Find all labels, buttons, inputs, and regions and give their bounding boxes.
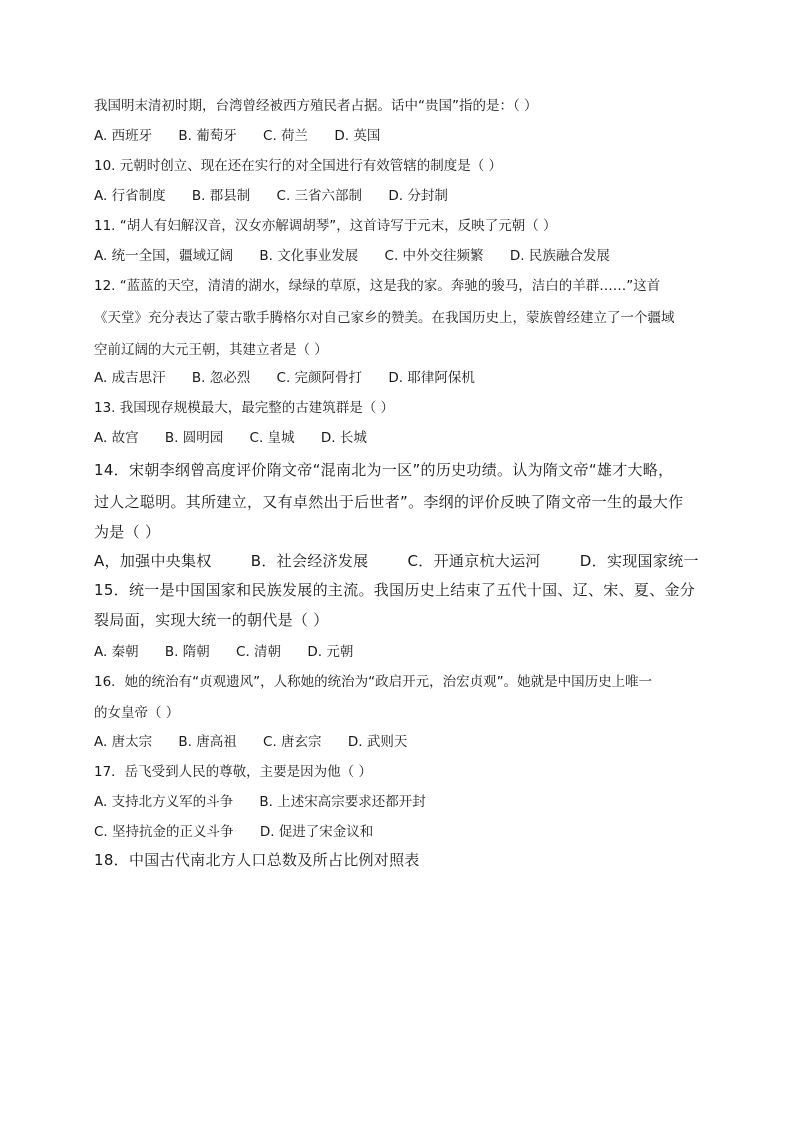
option-b: B. 文化事业发展 (259, 248, 359, 264)
option-d: D. 耶律阿保机 (388, 370, 475, 386)
option-b: B．社会经济发展 (250, 552, 369, 570)
question-10-options (94, 186, 470, 206)
option-c: C．开通京杭大运河 (407, 552, 541, 570)
question-14-text-line-1: 14．宋朝李纲曾高度评价隋文帝“混南北为一区”的历史功绩。认为隋文帝“雄才大略， (94, 461, 674, 479)
option-a: A. 唐太宗 (94, 734, 153, 750)
question-12-options (94, 368, 497, 388)
question-15-options (94, 642, 375, 662)
option-d: D. 武则天 (347, 734, 408, 750)
option-a: A. 成吉思汗 (94, 370, 166, 386)
option-c: C. 唐玄宗 (263, 734, 322, 750)
question-16-text-line-2: 的女皇帝（ ） (94, 705, 180, 721)
question-14-text-line-2: 过人之聪明。其所建立，又有卓然出于后世者”。李纲的评价反映了隋文帝一生的最大作 (94, 493, 684, 511)
question-10-text: 10. 元朝时创立、现在还在实行的对全国进行有效管辖的制度是（ ） (94, 158, 503, 174)
question-9-options (94, 126, 402, 146)
option-a: A. 西班牙 (94, 128, 153, 144)
question-14-text-line-3: 为是（ ） (94, 523, 161, 541)
option-d: D. 英国 (334, 128, 381, 144)
question-17-text: 17．岳飞受到人民的尊敬，主要是因为他（ ） (94, 764, 372, 780)
option-a: A. 统一全国，疆域辽阔 (94, 248, 234, 264)
option-c: C. 完颜阿骨打 (276, 370, 363, 386)
question-13-options (94, 428, 389, 448)
question-12-text-line-3: 空前辽阔的大元王朝，其建立者是（ ） (94, 342, 328, 358)
option-a: A. 行省制度 (94, 188, 166, 204)
question-17-options-row-1 (94, 792, 448, 812)
option-a: A. 支持北方义军的斗争 (94, 794, 234, 810)
question-15-text-line-2: 裂局面，实现大统一的朝代是（ ） (94, 611, 329, 629)
question-18-text: 18．中国古代南北方人口总数及所占比例对照表 (94, 851, 420, 869)
option-a: A. 秦朝 (94, 644, 139, 660)
question-9-text: 我国明末清初时期，台湾曾经被西方殖民者占据。话中“贵国”指的是：（ ） (94, 98, 538, 114)
option-c: C. 清朝 (236, 644, 282, 660)
question-16-text-line-1: 16．她的统治有“贞观遗风”，人称她的统治为“政启开元，治宏贞观”。她就是中国历史上唯一 (94, 674, 653, 690)
option-c: C. 皇城 (249, 430, 295, 446)
option-b: B. 圆明园 (164, 430, 224, 446)
option-d: D. 分封制 (388, 188, 448, 204)
question-13-text: 13. 我国现存规模最大，最完整的古建筑群是（ ） (94, 400, 395, 416)
option-d: D. 民族融合发展 (509, 248, 610, 264)
question-15-text-line-1: 15．统一是中国国家和民族发展的主流。我国历史上结束了五代十国、辽、宋、夏、金分 (94, 581, 696, 599)
option-a: A. 故宫 (94, 430, 139, 446)
question-12-text-line-1: 12. “蓝蓝的天空，清清的湖水，绿绿的草原，这是我的家。奔驰的骏马，洁白的羊群……”这首 (94, 278, 661, 294)
option-d: D. 元朝 (307, 644, 354, 660)
option-d: D. 长城 (320, 430, 367, 446)
option-b: B. 郡县制 (191, 188, 251, 204)
option-b: B. 唐高祖 (178, 734, 237, 750)
option-b: B. 隋朝 (164, 644, 210, 660)
option-c: C. 坚持抗金的正义斗争 (94, 824, 234, 840)
option-c: C. 荷兰 (263, 128, 309, 144)
question-17-options-row-2 (94, 822, 395, 842)
question-14-options (94, 551, 733, 571)
option-c: C. 三省六部制 (276, 188, 363, 204)
option-a: A，加强中央集权 (94, 552, 212, 570)
option-b: B. 上述宋高宗要求还都开封 (259, 794, 426, 810)
option-b: B. 葡萄牙 (178, 128, 237, 144)
question-11-text: 11. “胡人有妇解汉音，汉女亦解调胡琴”，这首诗写于元末，反映了元朝（ ） (94, 218, 557, 234)
question-11-options (94, 246, 632, 266)
option-d: D. 促进了宋金议和 (259, 824, 374, 840)
option-b: B. 忽必烈 (191, 370, 251, 386)
option-c: C. 中外交往频繁 (384, 248, 484, 264)
option-d: D．实现国家统一 (579, 552, 699, 570)
question-16-options (94, 732, 429, 752)
question-12-text-line-2: 《天堂》充分表达了蒙古歌手腾格尔对自己家乡的赞美。在我国历史上，蒙族曾经建立了一个疆域 (94, 310, 675, 326)
